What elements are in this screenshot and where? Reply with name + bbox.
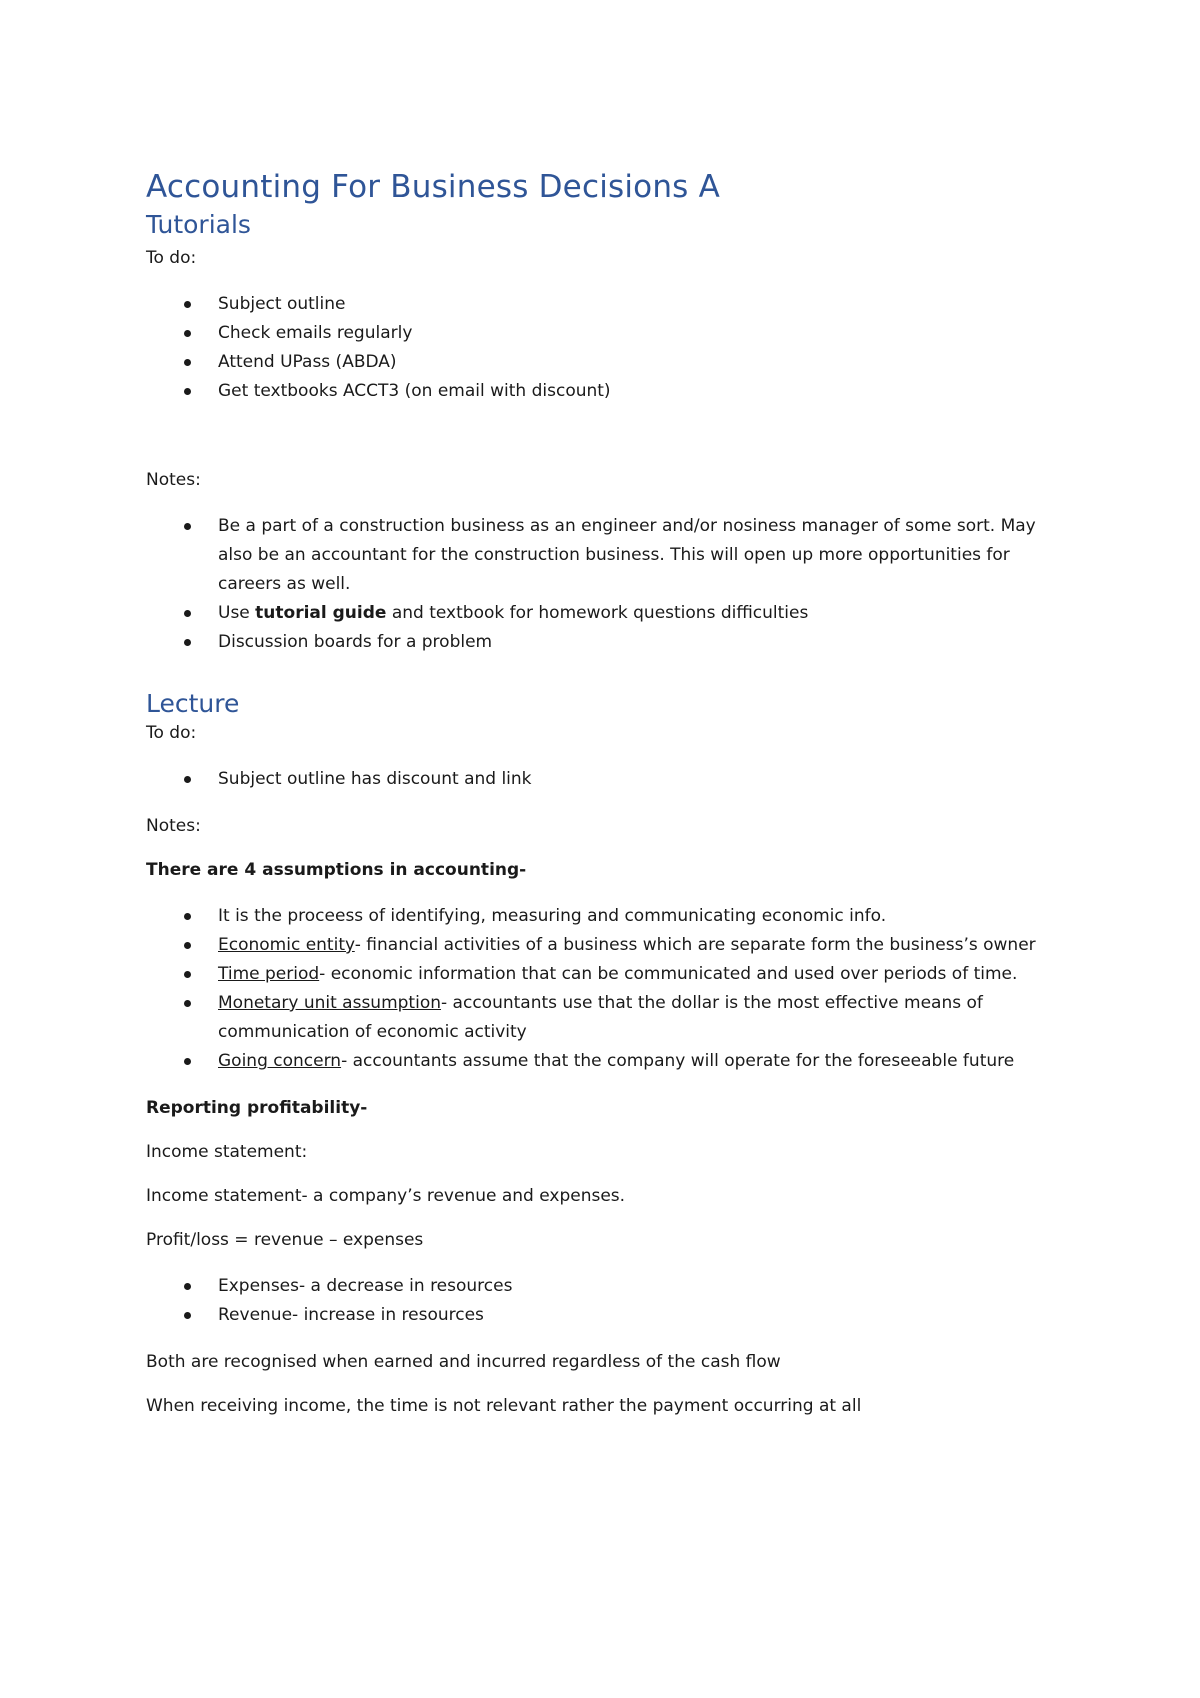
document-title: Accounting For Business Decisions A — [146, 169, 720, 205]
list-item: Economic entity- financial activities of a business which are separate form the business’s owner — [218, 931, 1066, 960]
list-item: Use tutorial guide and textbook for homework questions difficulties — [218, 599, 1066, 628]
document-page — [146, 166, 1066, 1418]
term: Time period — [218, 964, 320, 984]
tutorials-todo-label: To do: — [146, 248, 197, 268]
list-item: Expenses- a decrease in resources — [218, 1272, 1066, 1301]
bullet-icon — [184, 1000, 191, 1007]
list-item: Monetary unit assumption- accountants use that the dollar is the most effective means of communication of economic activity — [218, 989, 1066, 1047]
bullet-icon — [184, 1283, 191, 1290]
bullet-icon — [184, 359, 191, 366]
lecture-heading: Lecture — [146, 689, 240, 718]
bullet-icon — [184, 639, 191, 646]
lecture-notes-label: Notes: — [146, 816, 201, 836]
reporting-heading: Reporting profitability- — [146, 1098, 368, 1118]
bullet-icon — [184, 942, 191, 949]
lecture-todo-list — [146, 765, 1066, 794]
tutorials-notes-label: Notes: — [146, 470, 201, 490]
list-item: It is the proceess of identifying, measuring and communicating economic info. — [218, 902, 1066, 931]
profit-formula: Profit/loss = revenue – expenses — [146, 1230, 424, 1250]
assumptions-list — [146, 902, 1066, 1076]
recognised-text: Both are recognised when earned and incurred regardless of the cash flow — [146, 1352, 781, 1372]
receiving-text: When receiving income, the time is not relevant rather the payment occurring at all — [146, 1396, 862, 1416]
bullet-icon — [184, 1058, 191, 1065]
bullet-icon — [184, 388, 191, 395]
tutorials-todo-list — [146, 290, 1066, 406]
list-item: Be a part of a construction business as an engineer and/or nosiness manager of some sort. May also be an accountant for the construction business. This will open up more opportunities for careers as well. — [218, 512, 1066, 599]
list-item: Subject outline — [218, 290, 1066, 319]
list-item: Attend UPass (ABDA) — [218, 348, 1066, 377]
profit-list — [146, 1272, 1066, 1330]
list-item: Subject outline has discount and link — [218, 765, 1066, 794]
bullet-icon — [184, 776, 191, 783]
tutorials-heading: Tutorials — [146, 210, 251, 239]
list-item: Get textbooks ACCT3 (on email with discount) — [218, 377, 1066, 406]
term: Monetary unit assumption — [218, 993, 442, 1013]
term: Economic entity — [218, 935, 355, 955]
assumptions-heading: There are 4 assumptions in accounting- — [146, 860, 527, 880]
list-item: Revenue- increase in resources — [218, 1301, 1066, 1330]
term: Going concern — [218, 1051, 342, 1071]
bullet-icon — [184, 913, 191, 920]
income-label: Income statement: — [146, 1142, 308, 1162]
bullet-icon — [184, 330, 191, 337]
bullet-icon — [184, 301, 191, 308]
income-definition: Income statement- a company’s revenue and expenses. — [146, 1186, 626, 1206]
list-item: Check emails regularly — [218, 319, 1066, 348]
bullet-icon — [184, 1312, 191, 1319]
list-item: Time period- economic information that can be communicated and used over periods of time. — [218, 960, 1066, 989]
bullet-icon — [184, 971, 191, 978]
bullet-icon — [184, 523, 191, 530]
lecture-todo-label: To do: — [146, 723, 197, 743]
list-item: Discussion boards for a problem — [218, 628, 1066, 657]
bullet-icon — [184, 610, 191, 617]
list-item: Going concern- accountants assume that the company will operate for the foreseeable future — [218, 1047, 1066, 1076]
tutorials-notes-list — [146, 512, 1066, 657]
